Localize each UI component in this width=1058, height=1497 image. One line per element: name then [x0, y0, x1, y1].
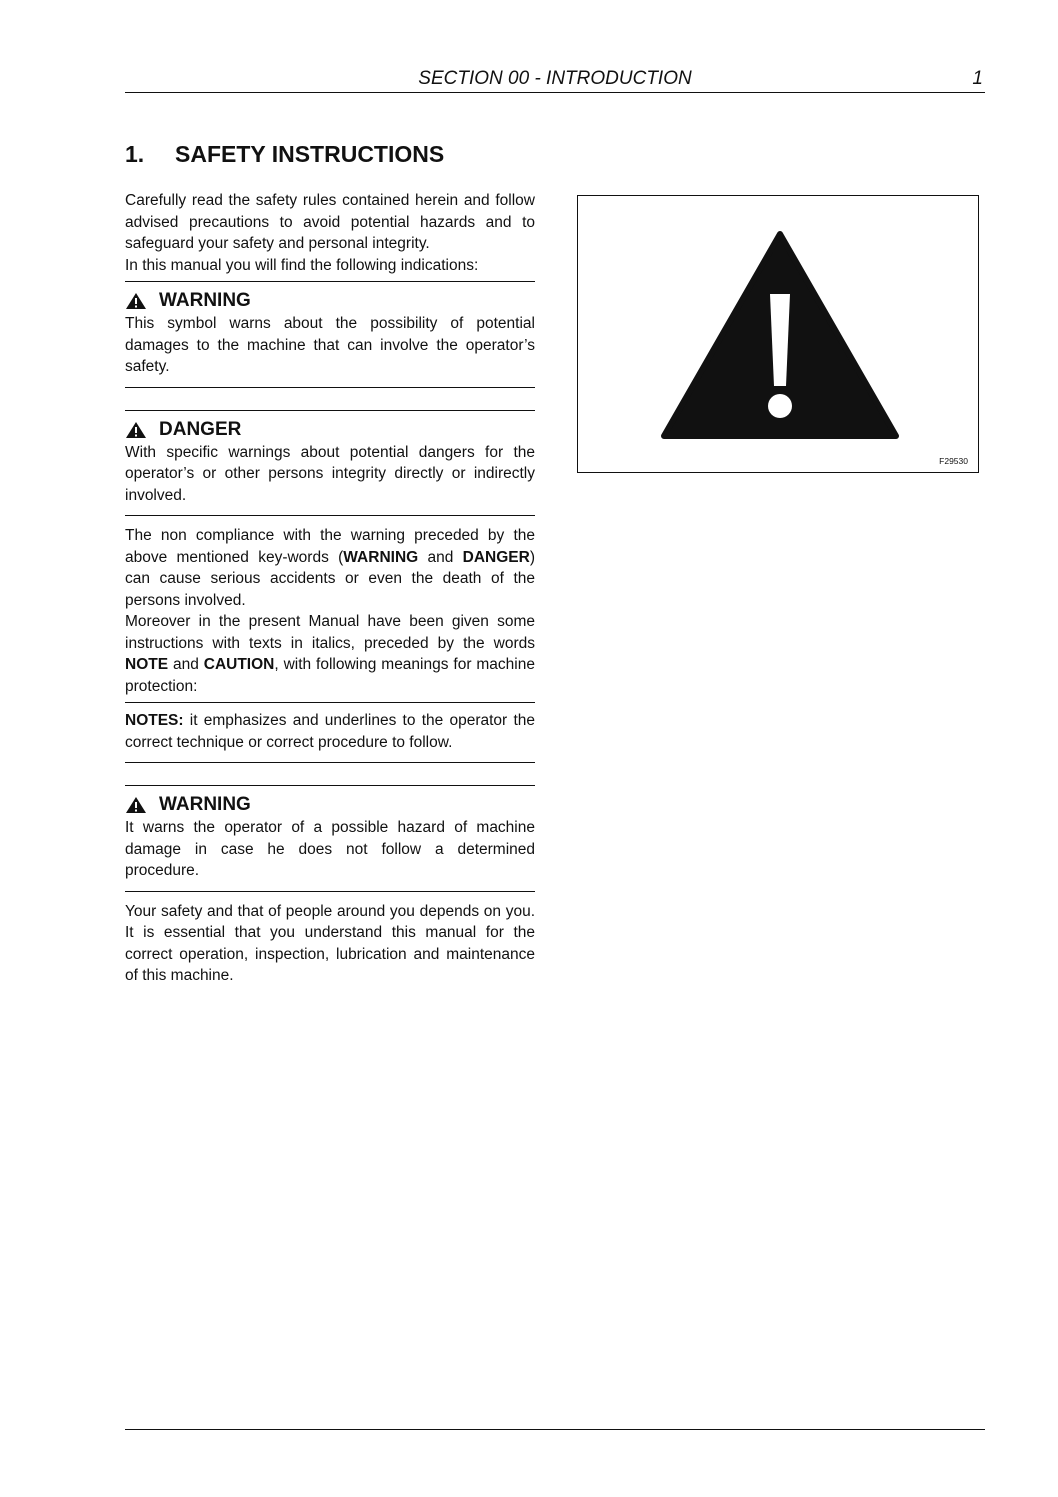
warning-label: WARNING [159, 290, 251, 311]
keyword-caution: CAUTION [203, 656, 275, 673]
warning-label-2: WARNING [159, 794, 251, 815]
compliance-paragraph: The non compliance with the warning preceded by the above mentioned key-words (WARNING and DANGER) can cause serious accidents or even the death of the persons involved. [125, 527, 535, 609]
figure-code: F29530 [939, 456, 968, 466]
main-column [125, 190, 535, 987]
notes-block [125, 702, 535, 763]
section-header-title: SECTION 00 - INTRODUCTION [418, 68, 692, 89]
keyword-note: NOTE [125, 656, 169, 673]
footer-rule [125, 1429, 985, 1430]
page-number: 1 [972, 68, 983, 89]
page-header [125, 66, 985, 93]
danger-block [125, 410, 535, 517]
danger-heading [125, 418, 535, 442]
warning-block [125, 281, 535, 388]
keyword-danger: DANGER [462, 548, 530, 566]
warning-text: This symbol warns about the possibility of potential damages to the machine that can involve the operator’s safety. [125, 315, 535, 375]
closing-paragraph: Your safety and that of people around you depends on you. It is essential that you understand this manual for the correct operation, inspection, lubrication and maintenance of this machine. [125, 902, 535, 984]
warning-heading [125, 289, 535, 313]
section-number: 1. [125, 141, 145, 167]
warning-text-2: It warns the operator of a possible hazard of machine damage in case he does not follow a determined procedure. [125, 819, 535, 879]
moreover-paragraph: Moreover in the present Manual have been given some instructions with texts in italics, preceded by the words NOTE and CAUTION, with following meanings for machine protection: [125, 613, 535, 695]
intro-indications: In this manual you will find the following indications: [125, 256, 479, 274]
warning-block-2 [125, 785, 535, 892]
danger-symbol-icon [125, 421, 147, 439]
warning-symbol-icon [125, 796, 147, 814]
notes-label: NOTES: [125, 712, 184, 729]
danger-label: DANGER [159, 418, 242, 440]
danger-text: With specific warnings about potential dangers for the operator’s or other persons integrity directly or indirectly involved. [125, 443, 535, 504]
keyword-warning: WARNING [343, 548, 419, 566]
intro-paragraph: Carefully read the safety rules contained herein and follow advised precautions to avoid potential hazards and to safeguard your safety and personal integrity. [125, 192, 535, 252]
warning-heading-2 [125, 793, 535, 817]
warning-triangle-icon [660, 228, 900, 442]
warning-symbol-icon [125, 292, 147, 310]
notes-text: NOTES: it emphasizes and underlines to the operator the correct technique or correct procedure to follow. [125, 712, 535, 751]
section-heading [125, 141, 444, 168]
warning-figure [577, 195, 979, 473]
section-title: SAFETY INSTRUCTIONS [175, 141, 445, 167]
